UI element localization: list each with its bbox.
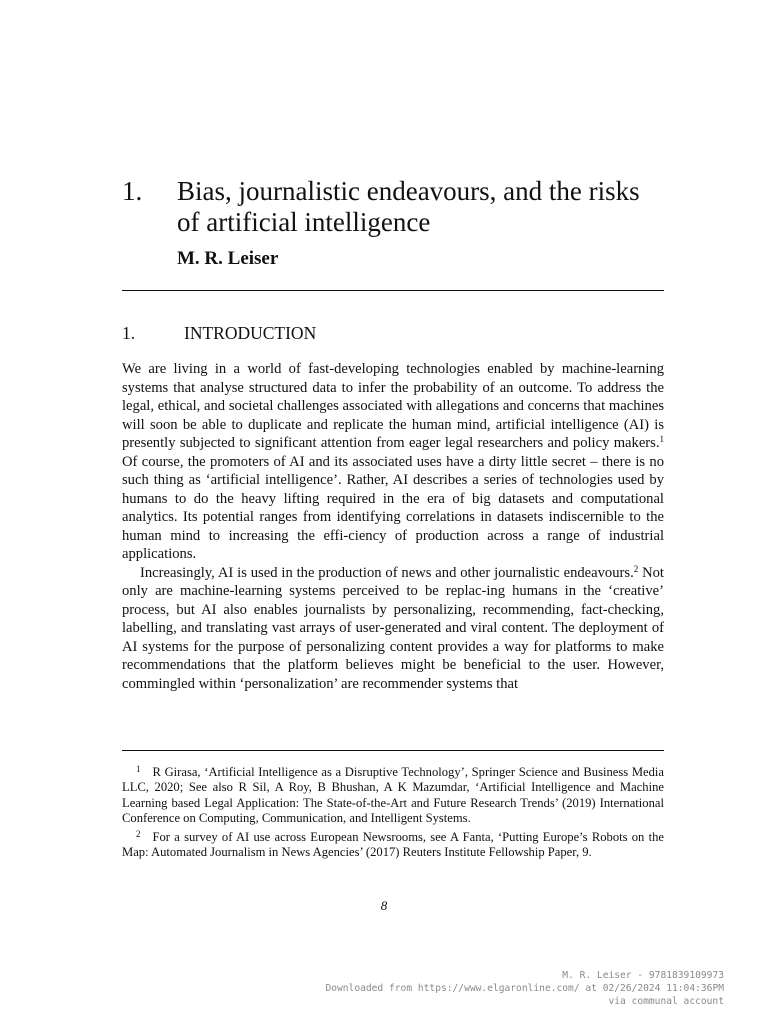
chapter-number: 1.	[122, 176, 143, 206]
paragraph-2-text: Increasingly, AI is used in the production of news and other journalistic endeavours.	[140, 564, 634, 581]
footnotes	[122, 762, 664, 860]
footnote-2	[122, 827, 664, 861]
header-divider	[122, 290, 664, 291]
footnote-ref-1[interactable]: 1	[659, 434, 664, 444]
watermark-line-1: M. R. Leiser - 9781839109973	[562, 970, 724, 981]
section-number: 1.	[122, 323, 136, 343]
page-number: 8	[380, 898, 388, 913]
chapter-title: Bias, journalistic endeavours, and the risks of artificial intelligence	[177, 176, 640, 237]
section-heading	[122, 322, 664, 344]
paragraph-1	[122, 360, 664, 564]
footnote-1-text: R Girasa, ‘Artificial Intelligence as a Disruptive Technology’, Springer Science and Business Media LLC, 2020; See also R Sil, A Roy, B Bhushan, A K Mazumdar, ‘Artificial Intelligence and Machine Learning based Legal Application: The State-of-the-Art and Future Research Trends’ (2019) International Conference on Computing, Communication, and Intelligent Systems.	[122, 765, 664, 826]
chapter-header	[122, 176, 667, 270]
footnote-1	[122, 762, 664, 827]
footnote-2-text: For a survey of AI use across European Newsrooms, see A Fanta, ‘Putting Europe’s Robots on the Map: Automated Journalism in News Agencies’ (2017) Reuters Institute Fellowship Paper, 9.	[122, 829, 664, 860]
body-text	[122, 360, 664, 693]
footnote-2-mark: 2	[136, 828, 141, 839]
chapter-author: M. R. Leiser	[177, 248, 279, 269]
watermark-line-3: via communal account	[608, 996, 724, 1007]
footnote-divider	[122, 750, 664, 751]
paragraph-2	[122, 564, 664, 694]
download-watermark	[325, 969, 724, 1008]
footnote-1-mark: 1	[136, 764, 141, 774]
paragraph-1-continued: Of course, the promoters of AI and its associated uses have a dirty little secret – there is no such thing as ‘artificial intelligence’. Rather, AI describes a series of technologies used by humans to do the heavy lifting required in the era of big datasets and computational analytics. Its potential ranges from identifying correlations in datasets indiscernible to the human mind to increasing the effi-ciency of production across a range of industrial applications.	[122, 453, 664, 562]
watermark-line-2: Downloaded from https://www.elgaronline.com/ at 02/26/2024 11:04:36PM	[325, 983, 724, 994]
paragraph-2-continued: Not only are machine-learning systems perceived to be replac-ing humans in the ‘creative’ process, but AI also enables journalists by personalizing, recommending, fact-checking, labelling, and translating vast arrays of user-generated and viral content. The deployment of AI systems for the purpose of personalizing content provides a way for platforms to make recommendations that the platform believes might be beneficial to the user. However, commingled within ‘personalization’ are recommender systems that	[122, 564, 664, 692]
section-title: INTRODUCTION	[184, 323, 317, 343]
footnote-ref-2[interactable]: 2	[633, 563, 639, 574]
paragraph-1-text: We are living in a world of fast-developing technologies enabled by machine-learning systems that analyse structured data to infer the probability of an outcome. To address the legal, ethical, and societal challenges associated with allegations and concerns that machines will soon be able to duplicate and replicate the human mind, artificial intelligence (AI) is presently subjected to significant attention from eager legal researchers and policy makers.	[122, 361, 664, 451]
chapter-title-row	[122, 176, 667, 238]
